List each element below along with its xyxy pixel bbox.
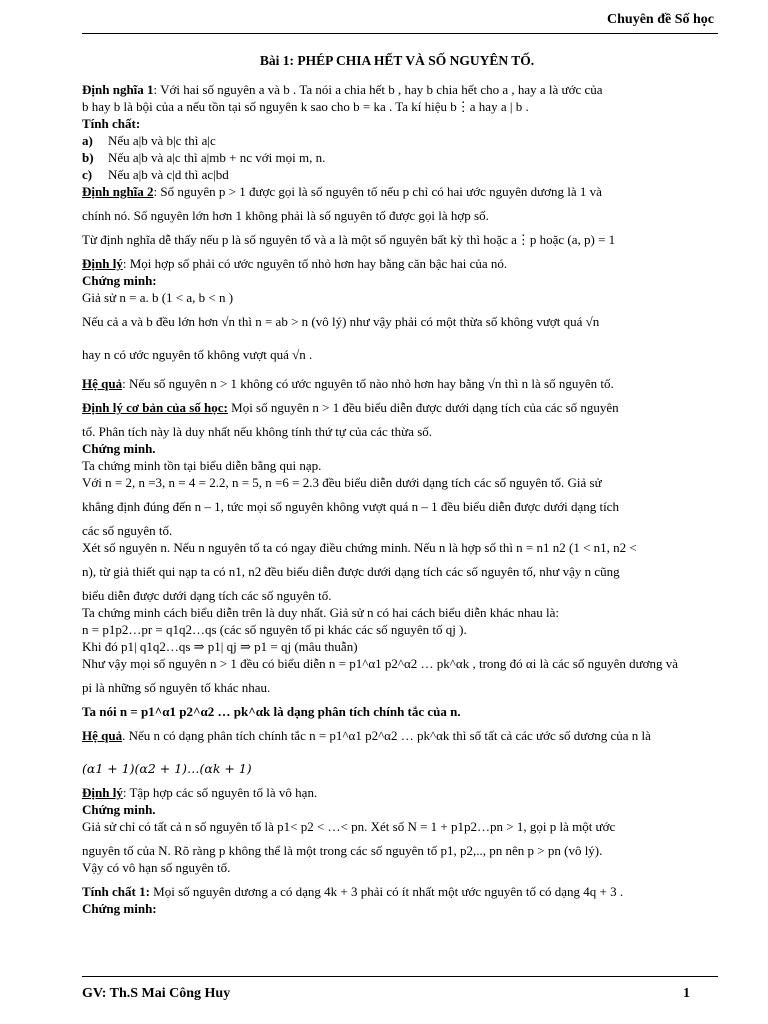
property-c-text: Nếu a|b và c|d thì ac|bd [108,167,229,182]
definition-1-line-1: : Với hai số nguyên a và b . Ta nói a chia hết b , hay b chia hết cho a , hay a là ước của [153,82,603,97]
definition-1-line-2: b hay b là bội của a nếu tồn tại số nguyên k sao cho b = ka . Ta kí hiệu b⋮a hay a | b . [82,99,529,114]
corollary-2-text: . Nếu n có dạng phân tích chính tắc n = p1^α1 p2^α2 … pk^αk thì số tất cả các ước số dương của n là [122,728,651,743]
proof-1-line-2: Nếu cả a và b đều lớn hơn √n thì n = ab > n (vô lý) như vậy phải có một thừa số không vượt quá √n [82,314,600,329]
definition-2-line-2: chính nó. Số nguyên lớn hơn 1 không phải là số nguyên tố được gọi là hợp số. [82,208,489,223]
header-rule [82,33,718,34]
definition-2 [82,183,712,200]
theorem-3-text: : Tập hợp các số nguyên tố là vô hạn. [122,785,318,800]
property-a-text: Nếu a|b và b|c thì a|c [108,133,216,148]
property-c-label: c) [82,167,93,182]
fundamental-theorem-line-2: tố. Phân tích này là duy nhất nếu không tính thứ tự của các thừa số. [82,424,433,439]
property-1 [82,883,712,900]
divisor-count-formula: (α1 + 1)(α2 + 1)…(αk + 1) [82,761,252,776]
page-number: 1 [683,986,690,1001]
proof-2-line-1: Ta chứng minh tồn tại biểu diễn bằng qui nạp. [82,458,322,473]
fundamental-theorem [82,399,712,416]
definition-1-label: Định nghĩa 1 [82,82,154,97]
proof-2-line-6: n), từ giả thiết qui nạp ta có n1, n2 đều biểu diễn được dưới dạng tích các số nguyên tố, như vậy n cũng [82,564,620,579]
property-item-a [82,132,712,149]
corollary-1-text: : Nếu số nguyên n > 1 không có ước nguyên tố nào nhỏ hơn hay bằng √n thì n là số nguyên tố. [122,376,614,391]
property-item-c [82,166,712,183]
properties-label: Tính chất: [82,116,141,131]
fundamental-theorem-line-1: Mọi số nguyên n > 1 đều biểu diễn được dưới dạng tích của các số nguyên [227,400,619,415]
footer-rule [82,976,718,977]
definition-2-label: Định nghĩa 2 [82,184,154,199]
definition-consequence: Từ định nghĩa dễ thấy nếu p là số nguyên tố và a là một số nguyên bất kỳ thì hoặc a⋮p hoặc (a, p) = 1 [82,232,616,247]
proof-2-line-11: Như vậy mọi số nguyên n > 1 đều có biểu diễn n = p1^α1 p2^α2 … pk^αk , trong đó αi là các số nguyên dương và [82,656,679,671]
proof-2-line-7: biểu diễn được dưới dạng tích các số nguyên tố. [82,588,332,603]
property-b-text: Nếu a|b và a|c thì a|mb + nc với mọi m, n. [108,150,326,165]
property-1-text: Mọi số nguyên dương a có dạng 4k + 3 phải có ít nhất một ước nguyên tố có dạng 4q + 3 . [149,884,624,899]
canonical-form: Ta nói n = p1^α1 p2^α2 … pk^αk là dạng phân tích chính tắc của n. [82,704,461,719]
definition-2-line-1: : Số nguyên p > 1 được gọi là số nguyên tố nếu p chỉ có hai ước nguyên dương là 1 và [153,184,602,199]
proof-2-label: Chứng minh. [82,441,156,456]
corollary-2-label: Hệ quả [82,728,123,743]
proof-2-line-5: Xét số nguyên n. Nếu n nguyên tố ta có ngay điều chứng minh. Nếu n là hợp số thì n = n1 n2 (1 < n1, n2 < [82,540,637,555]
proof-2-line-2: Với n = 2, n =3, n = 4 = 2.2, n = 5, n =6 = 2.3 đều biểu diễn dưới dạng tích các số nguyên tố. Giả sử [82,475,602,490]
proof-2-line-9: n = p1p2…pr = q1q2…qs (các số nguyên tố pi khác các số nguyên tố qj ). [82,622,467,637]
page-content [82,50,712,917]
proof-3-line-3: Vậy có vô hạn số nguyên tố. [82,860,231,875]
corollary-1 [82,375,712,392]
theorem-1-text: : Mọi hợp số phải có ước nguyên tố nhỏ hơn hay bằng căn bậc hai của nó. [122,256,508,271]
proof-3-label: Chứng minh. [82,802,156,817]
property-item-b [82,149,712,166]
proof-1-line-1: Giả sử n = a. b (1 < a, b < n ) [82,290,234,305]
theorem-3-label: Định lý [82,785,123,800]
corollary-1-label: Hệ quả [82,376,123,391]
corollary-2 [82,727,712,744]
theorem-1-label: Định lý [82,256,123,271]
proof-3-line-2: nguyên tố của N. Rõ ràng p không thể là một trong các số nguyên tố p1, p2,.., pn nên p > pn (vô lý). [82,843,603,858]
definition-1 [82,81,712,98]
proof-2-line-3: khẳng định đúng đến n – 1, tức mọi số nguyên không vượt quá n – 1 đều biểu diễn được dưới dạng tích [82,499,619,514]
proof-2-line-8: Ta chứng minh cách biểu diễn trên là duy nhất. Giả sử n có hai cách biểu diễn khác nhau là: [82,605,560,620]
property-a-label: a) [82,133,93,148]
proof-4-label: Chứng minh: [82,901,157,916]
property-1-label: Tính chất 1: [82,884,150,899]
running-header: Chuyên đề Số học [607,12,714,27]
proof-2-line-4: các số nguyên tố. [82,523,173,538]
proof-1-line-3: hay n có ước nguyên tố không vượt quá √n . [82,347,313,362]
proof-3-line-1: Giả sử chỉ có tất cả n số nguyên tố là p1< p2 < …< pn. Xét số N = 1 + p1p2…pn > 1, gọi p là một ước [82,819,616,834]
fundamental-theorem-label: Định lý cơ bản của số học: [82,400,228,415]
proof-2-line-12: pi là những số nguyên tố khác nhau. [82,680,271,695]
theorem-1 [82,255,712,272]
footer-author: GV: Th.S Mai Công Huy [82,986,231,1001]
theorem-3 [82,784,712,801]
proof-1-label: Chứng minh: [82,273,157,288]
proof-2-line-10: Khi đó p1| q1q2…qs ⇒ p1| qj ⇒ p1 = qj (mâu thuẫn) [82,639,358,654]
lesson-title: Bài 1: PHÉP CHIA HẾT VÀ SỐ NGUYÊN TỐ. [259,53,535,68]
property-b-label: b) [82,150,94,165]
